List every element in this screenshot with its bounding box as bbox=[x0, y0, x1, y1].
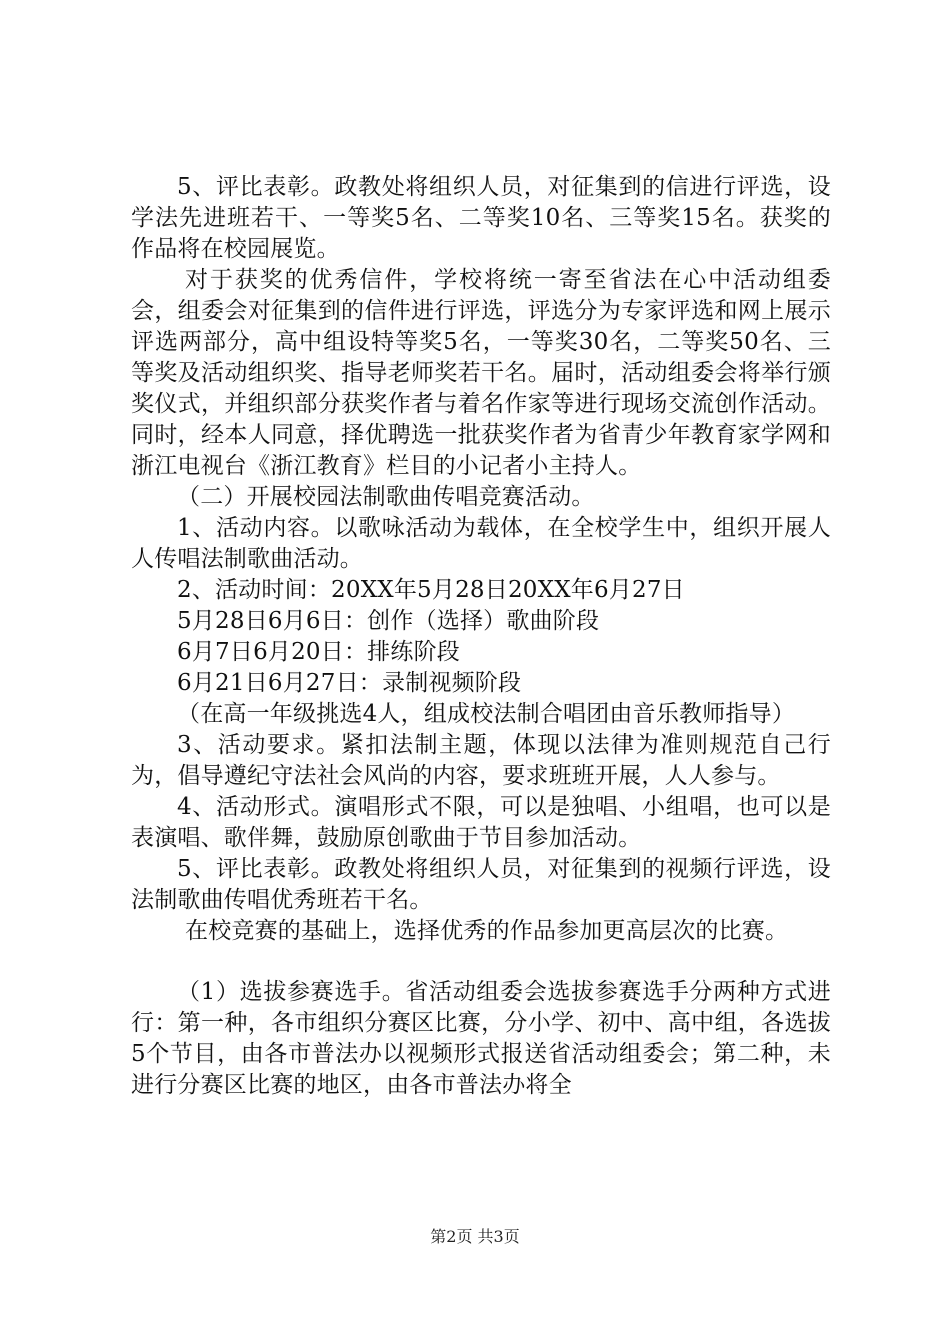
paragraph-higher-competition: 在校竞赛的基础上，选择优秀的作品参加更高层次的比赛。 bbox=[185, 918, 789, 944]
paragraph-stage-rehearsal: 6月7日6月20日：排练阶段 bbox=[177, 639, 460, 665]
paragraph-activity-content: 1、活动内容。以歌咏活动为载体，在全校学生中，组织开展人人传唱法制歌曲活动。 bbox=[131, 515, 831, 572]
section-heading-song-contest: （二）开展校园法制歌曲传唱竞赛活动。 bbox=[177, 484, 595, 510]
paragraph-award-letters: 5、评比表彰。政教处将组织人员，对征集到的信进行评选，设学法先进班若干、一等奖5名、二等奖10名、三等奖15名。获奖的作品将在校园展览。 bbox=[131, 174, 831, 262]
paragraph-provincial-selection: 对于获奖的优秀信件，学校将统一寄至省法在心中活动组委会，组委会对征集到的信件进行评选，评选分为专家评选和网上展示评选两部分，高中组设特等奖5名，一等奖30名，二等奖50名、三等奖及活动组织奖、指导老师奖若干名。届时，活动组委会将举行颁奖仪式，并组织部分获奖作者与着名作家等进行现场交流创作活动。同时，经本人同意，择优聘选一批获奖作者为省青少年教育家学网和浙江电视台《浙江教育》栏目的小记者小主持人。 bbox=[131, 267, 831, 479]
page-number-footer: 第2页 共3页 bbox=[430, 1227, 520, 1246]
paragraph-activity-time: 2、活动时间：20XX年5月28日20XX年6月27日 bbox=[177, 577, 685, 603]
paragraph-stage-recording: 6月21日6月27日：录制视频阶段 bbox=[177, 670, 522, 696]
document-body bbox=[131, 172, 831, 1101]
paragraph-select-contestants: （1）选拔参赛选手。省活动组委会选拔参赛选手分两种方式进行：第一种，各市组织分赛区比赛，分小学、初中、高中组，各选拔5个节目，由各市普法办以视频形式报送省活动组委会；第二种，未进行分赛区比赛的地区，由各市普法办将全 bbox=[131, 979, 831, 1098]
paragraph-activity-form: 4、活动形式。演唱形式不限，可以是独唱、小组唱，也可以是表演唱、歌伴舞，鼓励原创歌曲于节目参加活动。 bbox=[131, 794, 831, 851]
paragraph-activity-requirements: 3、活动要求。紧扣法制主题，体现以法律为准则规范自己行为，倡导遵纪守法社会风尚的内容，要求班班开展，人人参与。 bbox=[131, 732, 831, 789]
paragraph-spacer bbox=[131, 947, 831, 977]
paragraph-choir-note: （在高一年级挑选4人，组成校法制合唱团由音乐教师指导） bbox=[177, 701, 796, 727]
paragraph-song-awards: 5、评比表彰。政教处将组织人员，对征集到的视频行评选，设法制歌曲传唱优秀班若干名。 bbox=[131, 856, 831, 913]
paragraph-stage-creation: 5月28日6月6日：创作（选择）歌曲阶段 bbox=[177, 608, 600, 634]
